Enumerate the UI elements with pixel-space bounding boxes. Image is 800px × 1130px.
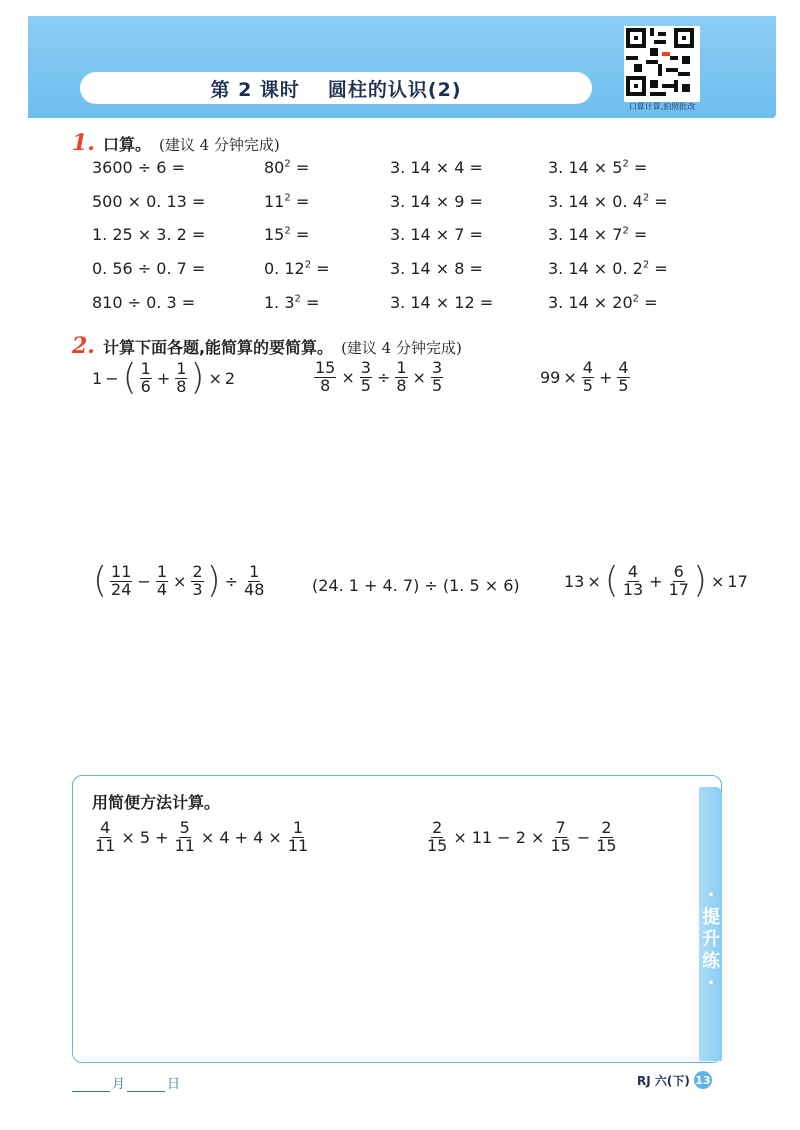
term: 2 [224, 368, 236, 388]
exponent: 2 [642, 259, 650, 271]
expression-base: 3. 14 × 0. 4 [548, 192, 643, 211]
operator: × 4 + 4 × [200, 827, 282, 847]
day-label: 日 [167, 1077, 181, 1092]
question-2-title: 计算下面各题,能简算的要简算。 [102, 338, 334, 357]
numerator: 11 [111, 561, 132, 581]
right-paren: ) [206, 560, 221, 601]
denominator: 6 [140, 376, 151, 396]
fraction [426, 820, 448, 855]
denominator: 15 [596, 835, 617, 855]
oral-calc-item [548, 293, 658, 312]
operator: × 5 + [121, 827, 169, 847]
fraction [110, 561, 132, 599]
operator: + [156, 368, 171, 388]
fraction [595, 820, 617, 855]
numerator: 1 [292, 818, 304, 837]
oral-calc-item [92, 192, 205, 211]
term: 99 [540, 367, 561, 387]
expression-base: 3. 14 × 5 [548, 158, 623, 177]
oral-calc-item [548, 259, 668, 278]
month-label: 月 [112, 1077, 126, 1092]
oral-calc-item [264, 293, 319, 312]
fraction [617, 360, 629, 395]
numerator: 2 [432, 818, 443, 837]
oral-calc-item [264, 158, 309, 177]
exponent: 2 [284, 192, 291, 204]
oral-calc-item [92, 293, 195, 312]
qr-caption: 口算计算,拍照批改 [628, 102, 696, 111]
fraction [668, 561, 690, 599]
numerator: 1 [249, 561, 260, 581]
expression-base: 3600 ÷ 6 = [92, 158, 185, 177]
denominator: 11 [287, 835, 309, 855]
numerator: 7 [555, 818, 566, 837]
exponent: 2 [284, 225, 291, 237]
denominator: 8 [320, 375, 331, 395]
oral-calc-item [390, 259, 483, 278]
denominator: 13 [622, 579, 644, 599]
expression-base: 3. 14 × 12 = [390, 293, 494, 312]
expression-base: 810 ÷ 0. 3 = [92, 293, 196, 312]
numerator: 6 [673, 561, 684, 581]
oral-calc-item [390, 293, 493, 312]
operator: × 11 − 2 × [453, 827, 545, 847]
fraction [94, 820, 116, 855]
expression-2-2 [312, 360, 445, 395]
exponent: 2 [622, 225, 629, 237]
oral-calc-item [548, 158, 647, 177]
denominator: 5 [360, 375, 371, 395]
fraction [287, 820, 309, 855]
operator: × [341, 367, 355, 387]
right-paren: ) [190, 357, 205, 398]
practice-expression-2 [424, 820, 620, 855]
operator: − [137, 571, 151, 591]
fraction [191, 561, 203, 599]
question-2-number: 2. [72, 333, 95, 359]
expression-base: 3. 14 × 9 = [390, 192, 483, 211]
operator: ÷ [224, 571, 239, 591]
exponent: 2 [632, 293, 640, 305]
denominator: 5 [582, 375, 593, 395]
exponent: 2 [622, 158, 629, 170]
fraction [175, 358, 187, 396]
exponent: 2 [294, 293, 301, 305]
numerator: 3 [431, 358, 443, 377]
denominator: 8 [396, 375, 407, 395]
denominator: 5 [431, 375, 443, 395]
practice-expression-1 [92, 820, 311, 855]
operator: × [173, 571, 187, 591]
numerator: 3 [360, 358, 371, 377]
expression-2-5 [312, 576, 520, 595]
tab-char: 升 [702, 929, 720, 950]
exponent: 2 [284, 158, 291, 170]
numerator: 4 [618, 358, 629, 377]
page-title [80, 72, 592, 104]
day-blank[interactable] [127, 1077, 165, 1092]
numerator: 2 [192, 561, 203, 581]
equals-sign: = [628, 158, 648, 177]
numerator: 4 [627, 561, 639, 581]
equals-sign: = [300, 293, 320, 312]
tab-char: 练 [702, 951, 720, 972]
question-1-title: 口算。 [102, 135, 151, 154]
denominator: 3 [192, 579, 203, 599]
date-field [72, 1073, 180, 1092]
operator: × [587, 571, 601, 591]
numerator: 1 [176, 358, 187, 378]
expression-base: 11 [264, 192, 285, 211]
operator: − [105, 368, 119, 388]
operator: × [208, 368, 222, 388]
practice-box [72, 775, 722, 1063]
denominator: 11 [174, 835, 195, 855]
qr-code-icon[interactable] [624, 26, 700, 102]
operator: − [576, 827, 591, 847]
expression-text: (24. 1 + 4. 7) ÷ (1. 5 × 6) [312, 576, 520, 595]
fraction [243, 561, 265, 599]
equals-sign: = [628, 225, 648, 244]
term: 1 [92, 368, 103, 388]
oral-calc-item [92, 225, 205, 244]
lesson-number: 第 2 课时 [210, 78, 300, 101]
lesson-title: 圆柱的认识(2) [327, 78, 462, 101]
denominator: 11 [95, 835, 116, 855]
expression-2-6 [564, 560, 748, 601]
numerator: 1 [140, 358, 151, 378]
operator: × [710, 571, 725, 591]
expression-2-1 [92, 357, 236, 398]
operator: + [598, 367, 613, 387]
fraction [395, 360, 407, 395]
exponent: 2 [304, 259, 312, 271]
denominator: 5 [618, 375, 629, 395]
equals-sign: = [639, 293, 658, 312]
month-blank[interactable] [72, 1077, 110, 1092]
practice-title: 用简便方法计算。 [92, 793, 221, 812]
operator: × [412, 367, 426, 387]
fraction [156, 561, 168, 599]
question-1-number: 1. [72, 130, 95, 156]
oral-calc-item [264, 225, 309, 244]
question-1-note: (建议 4 分钟完成) [158, 136, 280, 154]
denominator: 8 [176, 376, 187, 396]
oral-calc-item [390, 225, 483, 244]
oral-calc-item [92, 259, 205, 278]
fraction [174, 820, 196, 855]
expression-base: 3. 14 × 7 [548, 225, 623, 244]
fraction [582, 360, 594, 395]
oral-calc-item [264, 192, 309, 211]
equals-sign: = [290, 225, 310, 244]
page-footer [637, 1071, 712, 1089]
denominator: 15 [427, 835, 448, 855]
fraction [140, 358, 152, 396]
denominator: 48 [244, 579, 265, 599]
fraction [314, 360, 336, 395]
numerator: 1 [156, 561, 167, 581]
equals-sign: = [290, 192, 310, 211]
tab-char: 提 [702, 907, 720, 928]
right-paren: ) [692, 560, 707, 601]
denominator: 4 [156, 579, 167, 599]
oral-calc-item [548, 192, 668, 211]
denominator: 15 [550, 835, 571, 855]
oral-calc-item [548, 225, 647, 244]
numerator: 4 [100, 818, 111, 837]
numerator: 15 [315, 358, 336, 377]
fraction [549, 820, 571, 855]
expression-base: 3. 14 × 7 = [390, 225, 483, 244]
question-1-heading [72, 130, 280, 156]
denominator: 24 [111, 579, 132, 599]
operator: × [563, 367, 577, 387]
expression-base: 0. 56 ÷ 0. 7 = [92, 259, 206, 278]
expression-2-3 [540, 360, 632, 395]
operator: ÷ [376, 367, 391, 387]
denominator: 17 [668, 579, 689, 599]
equals-sign: = [311, 259, 330, 278]
expression-base: 3. 14 × 4 = [390, 158, 483, 177]
left-paren: ( [122, 357, 137, 398]
question-2-heading [72, 333, 462, 359]
term: 13 [564, 571, 585, 591]
oral-calc-item [390, 192, 483, 211]
expression-base: 3. 14 × 0. 2 [548, 259, 643, 278]
numerator: 4 [582, 358, 593, 377]
equals-sign: = [649, 192, 668, 211]
exponent: 2 [642, 192, 650, 204]
expression-base: 15 [264, 225, 285, 244]
page-number: 13 [694, 1071, 712, 1089]
expression-base: 3. 14 × 20 [548, 293, 633, 312]
oral-calc-item [92, 158, 185, 177]
equals-sign: = [649, 259, 668, 278]
oral-calc-item [390, 158, 483, 177]
term: 17 [727, 571, 748, 591]
expression-2-4 [92, 560, 267, 601]
numerator: 1 [396, 358, 407, 377]
expression-base: 1. 25 × 3. 2 = [92, 225, 206, 244]
numerator: 2 [601, 818, 612, 837]
numerator: 5 [179, 818, 190, 837]
fraction [622, 561, 644, 599]
edition-label: RJ 六(下) [637, 1073, 690, 1088]
oral-calc-item [264, 259, 330, 278]
expression-base: 3. 14 × 8 = [390, 259, 483, 278]
question-2-note: (建议 4 分钟完成) [341, 339, 462, 357]
left-paren: ( [93, 560, 108, 601]
fraction [431, 360, 443, 395]
left-paren: ( [604, 560, 619, 601]
fraction [360, 360, 372, 395]
expression-base: 0. 12 [264, 259, 305, 278]
expression-base: 80 [264, 158, 285, 177]
practice-tab-label: • 提 升 练 • [702, 890, 720, 989]
expression-base: 500 × 0. 13 = [92, 192, 206, 211]
operator: + [649, 571, 663, 591]
expression-base: 1. 3 [264, 293, 295, 312]
equals-sign: = [290, 158, 310, 177]
